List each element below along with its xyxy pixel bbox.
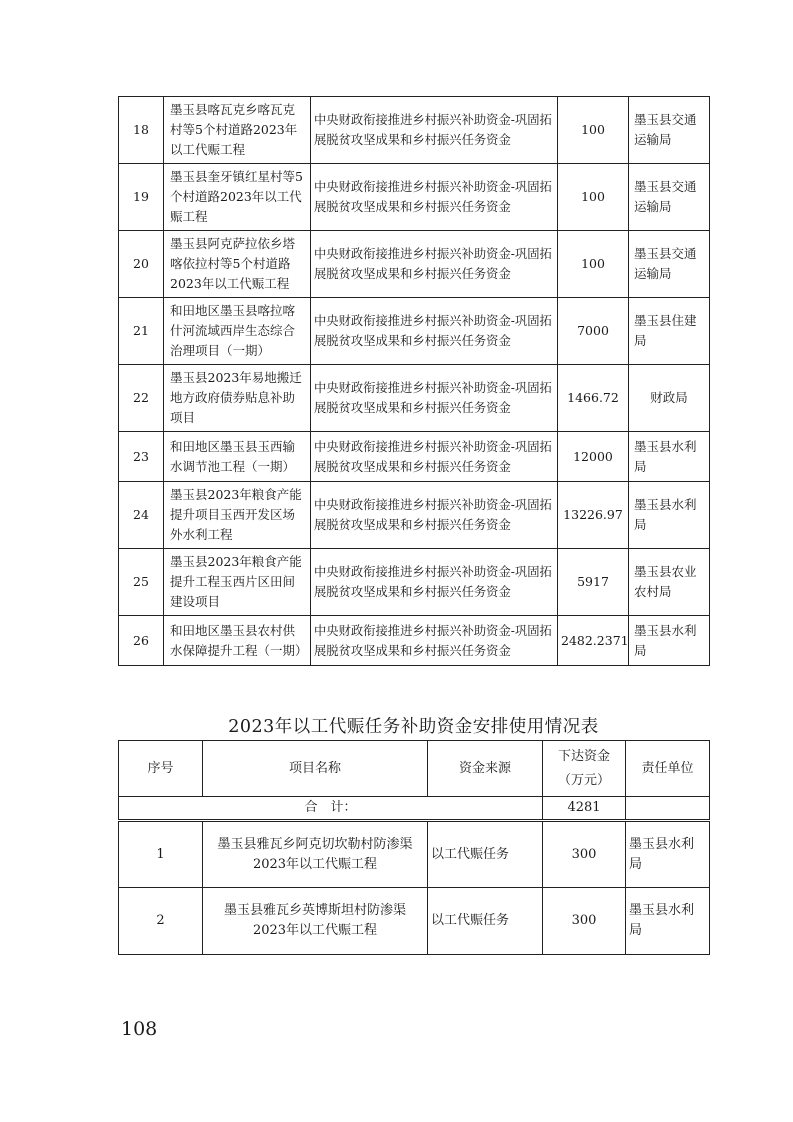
responsible-unit: 墨玉县水利局	[626, 821, 710, 888]
table-row	[119, 432, 710, 482]
header-amount	[543, 741, 626, 797]
project-name: 墨玉县奎牙镇红星村等5个村道路2023年以工代赈工程	[164, 164, 311, 231]
fund-source: 中央财政衔接推进乡村振兴补助资金-巩固拓展脱贫攻坚成果和乡村振兴任务资金	[311, 231, 558, 298]
fund-source: 以工代赈任务	[428, 888, 543, 955]
project-name: 墨玉县雅瓦乡阿克切坎勒村防渗渠2023年以工代赈工程	[203, 821, 428, 888]
responsible-unit: 墨玉县水利局	[629, 432, 710, 482]
fund-source: 中央财政衔接推进乡村振兴补助资金-巩固拓展脱贫攻坚成果和乡村振兴任务资金	[311, 549, 558, 616]
fund-source: 中央财政衔接推进乡村振兴补助资金-巩固拓展脱贫攻坚成果和乡村振兴任务资金	[311, 432, 558, 482]
row-number: 24	[119, 482, 164, 549]
header-unit: 责任单位	[626, 741, 710, 797]
funding-table-continued	[118, 96, 710, 666]
project-name: 和田地区墨玉县喀拉喀什河流域西岸生态综合治理项目（一期）	[164, 298, 311, 365]
fund-amount: 2482.2371	[558, 616, 629, 666]
row-number: 21	[119, 298, 164, 365]
total-amount: 4281	[543, 797, 626, 821]
fund-source: 中央财政衔接推进乡村振兴补助资金-巩固拓展脱贫攻坚成果和乡村振兴任务资金	[311, 482, 558, 549]
table-row	[119, 482, 710, 549]
row-number: 22	[119, 365, 164, 432]
fund-amount: 100	[558, 164, 629, 231]
project-name: 墨玉县2023年粮食产能提升项目玉西开发区场外水利工程	[164, 482, 311, 549]
fund-source: 中央财政衔接推进乡村振兴补助资金-巩固拓展脱贫攻坚成果和乡村振兴任务资金	[311, 164, 558, 231]
table-row	[119, 549, 710, 616]
row-number: 19	[119, 164, 164, 231]
responsible-unit: 墨玉县住建局	[629, 298, 710, 365]
responsible-unit: 财政局	[629, 365, 710, 432]
total-row	[119, 797, 710, 821]
table-row	[119, 616, 710, 666]
project-name: 墨玉县阿克萨拉依乡塔喀依拉村等5个村道路2023年以工代赈工程	[164, 231, 311, 298]
fund-amount: 7000	[558, 298, 629, 365]
table-row	[119, 231, 710, 298]
table-row	[119, 298, 710, 365]
table-row	[119, 97, 710, 164]
header-name: 项目名称	[203, 741, 428, 797]
responsible-unit: 墨玉县水利局	[626, 888, 710, 955]
responsible-unit: 墨玉县交通运输局	[629, 231, 710, 298]
page-number: 108	[121, 1018, 158, 1040]
row-number: 1	[119, 821, 203, 888]
work-relief-funding-table	[118, 740, 710, 955]
fund-amount: 1466.72	[558, 365, 629, 432]
fund-source: 以工代赈任务	[428, 821, 543, 888]
responsible-unit: 墨玉县农业农村局	[629, 549, 710, 616]
header-amount-line2: （万元）	[557, 772, 610, 788]
header-source: 资金来源	[428, 741, 543, 797]
header-amount-line1: 下达资金	[557, 748, 610, 764]
project-name: 墨玉县雅瓦乡英博斯坦村防渗渠2023年以工代赈工程	[203, 888, 428, 955]
project-name: 墨玉县2023年易地搬迁地方政府债券贴息补助项目	[164, 365, 311, 432]
fund-amount: 5917	[558, 549, 629, 616]
fund-amount: 300	[543, 821, 626, 888]
fund-amount: 300	[543, 888, 626, 955]
fund-amount: 100	[558, 231, 629, 298]
fund-amount: 100	[558, 97, 629, 164]
table-row	[119, 821, 710, 888]
project-name: 墨玉县喀瓦克乡喀瓦克村等5个村道路2023年以工代赈工程	[164, 97, 311, 164]
fund-amount: 13226.97	[558, 482, 629, 549]
row-number: 18	[119, 97, 164, 164]
row-number: 23	[119, 432, 164, 482]
fund-source: 中央财政衔接推进乡村振兴补助资金-巩固拓展脱贫攻坚成果和乡村振兴任务资金	[311, 298, 558, 365]
table-row	[119, 888, 710, 955]
fund-source: 中央财政衔接推进乡村振兴补助资金-巩固拓展脱贫攻坚成果和乡村振兴任务资金	[311, 616, 558, 666]
project-name: 和田地区墨玉县农村供水保障提升工程（一期）	[164, 616, 311, 666]
total-label: 合 计：	[119, 797, 543, 821]
table-header-row	[119, 741, 710, 797]
responsible-unit: 墨玉县水利局	[629, 482, 710, 549]
table-row	[119, 164, 710, 231]
row-number: 26	[119, 616, 164, 666]
responsible-unit: 墨玉县交通运输局	[629, 164, 710, 231]
row-number: 20	[119, 231, 164, 298]
fund-source: 中央财政衔接推进乡村振兴补助资金-巩固拓展脱贫攻坚成果和乡村振兴任务资金	[311, 97, 558, 164]
fund-amount: 12000	[558, 432, 629, 482]
table-title: 2023年以工代赈任务补助资金安排使用情况表	[228, 717, 599, 737]
project-name: 和田地区墨玉县玉西输水调节池工程（一期）	[164, 432, 311, 482]
table-row	[119, 365, 710, 432]
row-number: 25	[119, 549, 164, 616]
total-empty-cell	[626, 797, 710, 821]
row-number: 2	[119, 888, 203, 955]
project-name: 墨玉县2023年粮食产能提升工程玉西片区田间建设项目	[164, 549, 311, 616]
fund-source: 中央财政衔接推进乡村振兴补助资金-巩固拓展脱贫攻坚成果和乡村振兴任务资金	[311, 365, 558, 432]
header-no: 序号	[119, 741, 203, 797]
responsible-unit: 墨玉县交通运输局	[629, 97, 710, 164]
responsible-unit: 墨玉县水利局	[629, 616, 710, 666]
